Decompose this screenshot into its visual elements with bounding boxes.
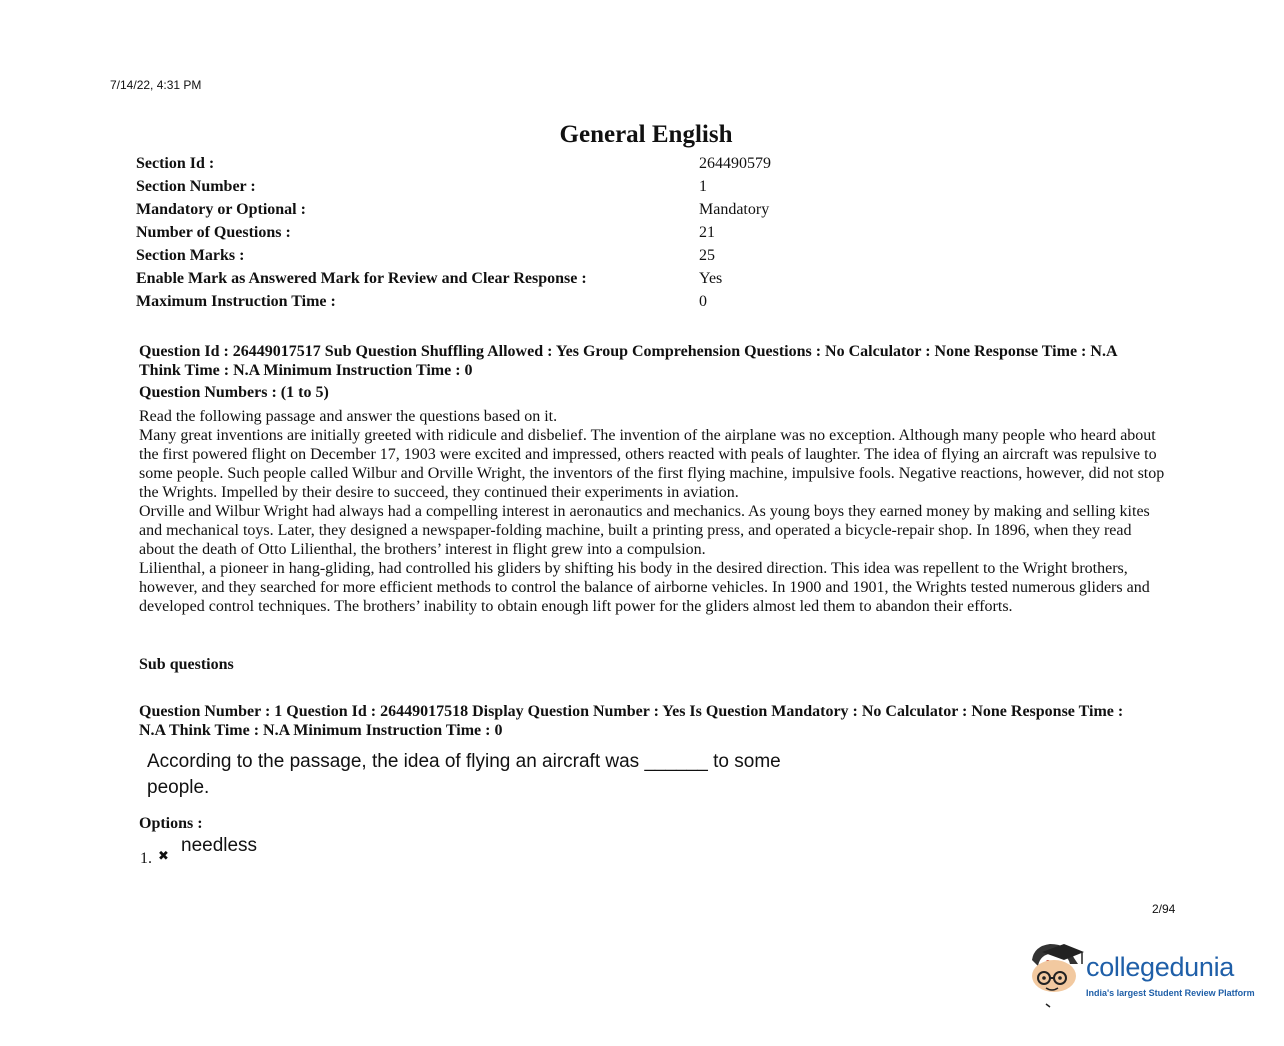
- passage-paragraph: Many great inventions are initially greeted with ridicule and disbelief. The invention of the airplane was no exception. Although many people who heard about the first powered flight on December 17, 1903 were excited and impressed, others reacted with peals of laughter. The idea of flying an aircraft was repulsive to some people. Such people called Wilbur and Orville Wright, the inventors of the first flying machine, impulsive fools. Negative reactions, however, did not stop the Wrights. Impelled by their desire to succeed, they continued their experiments in aviation.: [139, 427, 1165, 501]
- passage-paragraph: Lilienthal, a pioneer in hang-gliding, had controlled his gliders by shifting his body in the desired direction. This idea was repellent to the Wright brothers, however, and they searched for more efficient methods to control the balance of airborne vehicles. In 1900 and 1901, the Wrights tested numerous gliders and developed control techniques. The brothers’ inability to obtain enough lift power for the gliders almost led them to abandon their efforts.: [139, 560, 1150, 615]
- meta-label: Enable Mark as Answered Mark for Review and Clear Response :: [136, 270, 587, 287]
- brand-name: collegedunia: [1086, 952, 1235, 982]
- section-meta-table: [136, 152, 836, 313]
- meta-value: 0: [699, 293, 707, 310]
- sub-question-header: Question Number : 1 Question Id : 26449017518 Display Question Number : Yes Is Question Mandatory : No Calculator : None Response Time : N.A Think Time : N.A Minimum Instruction Time : 0: [139, 703, 1124, 739]
- meta-label: Section Marks :: [136, 247, 245, 264]
- graduate-mascot-icon: [1024, 938, 1084, 1008]
- meta-value: 264490579: [699, 155, 771, 172]
- meta-row-section-marks: [136, 244, 836, 267]
- page-number: 2/94: [1152, 902, 1176, 916]
- meta-value: Yes: [699, 270, 723, 287]
- question-numbers: Question Numbers : (1 to 5): [139, 384, 329, 401]
- meta-label: Number of Questions :: [136, 224, 291, 241]
- meta-row-section-number: [136, 175, 836, 198]
- meta-row-enable-mark: [136, 267, 836, 290]
- brand-tagline: India's largest Student Review Platform: [1086, 988, 1255, 998]
- passage-intro: Read the following passage and answer the questions based on it.: [139, 408, 558, 425]
- passage-paragraph: Orville and Wilbur Wright had always had a compelling interest in aeronautics and mechanics. As young boys they earned money by making and selling kites and mechanical toys. Later, they designed a newspaper-folding machine, built a printing press, and operated a bicycle-repair shop. In 1896, when they read about the death of Otto Lilienthal, the brothers’ interest in flight grew into a compulsion.: [139, 503, 1150, 558]
- meta-label: Mandatory or Optional :: [136, 201, 306, 218]
- collegedunia-logo[interactable]: [1024, 938, 1264, 1008]
- option-number: 1.: [140, 850, 152, 867]
- comprehension-passage: [139, 407, 1169, 616]
- option-text[interactable]: needless: [181, 835, 258, 856]
- question-header: Question Id : 26449017517 Sub Question Shuffling Allowed : Yes Group Comprehension Questions : No Calculator : None Response Time : N.A Think Time : N.A Minimum Instruction Time : 0: [139, 343, 1117, 379]
- meta-row-mandatory: [136, 198, 836, 221]
- sub-questions-heading: Sub questions: [139, 656, 234, 673]
- meta-row-max-instruction-time: [136, 290, 836, 313]
- options-label: Options :: [139, 815, 203, 832]
- question-text: According to the passage, the idea of flying an aircraft was ______ to some people.: [147, 751, 781, 798]
- meta-row-section-id: [136, 152, 836, 175]
- cross-mark-icon: ✖: [158, 848, 169, 863]
- meta-label: Section Id :: [136, 155, 215, 172]
- meta-value: Mandatory: [699, 201, 770, 218]
- section-title: General English: [559, 121, 733, 148]
- meta-value: 21: [699, 224, 715, 241]
- meta-row-number-of-questions: [136, 221, 836, 244]
- meta-label: Section Number :: [136, 178, 256, 195]
- meta-label: Maximum Instruction Time :: [136, 293, 336, 310]
- meta-value: 1: [699, 178, 707, 195]
- meta-value: 25: [699, 247, 715, 264]
- print-timestamp: 7/14/22, 4:31 PM: [110, 78, 202, 92]
